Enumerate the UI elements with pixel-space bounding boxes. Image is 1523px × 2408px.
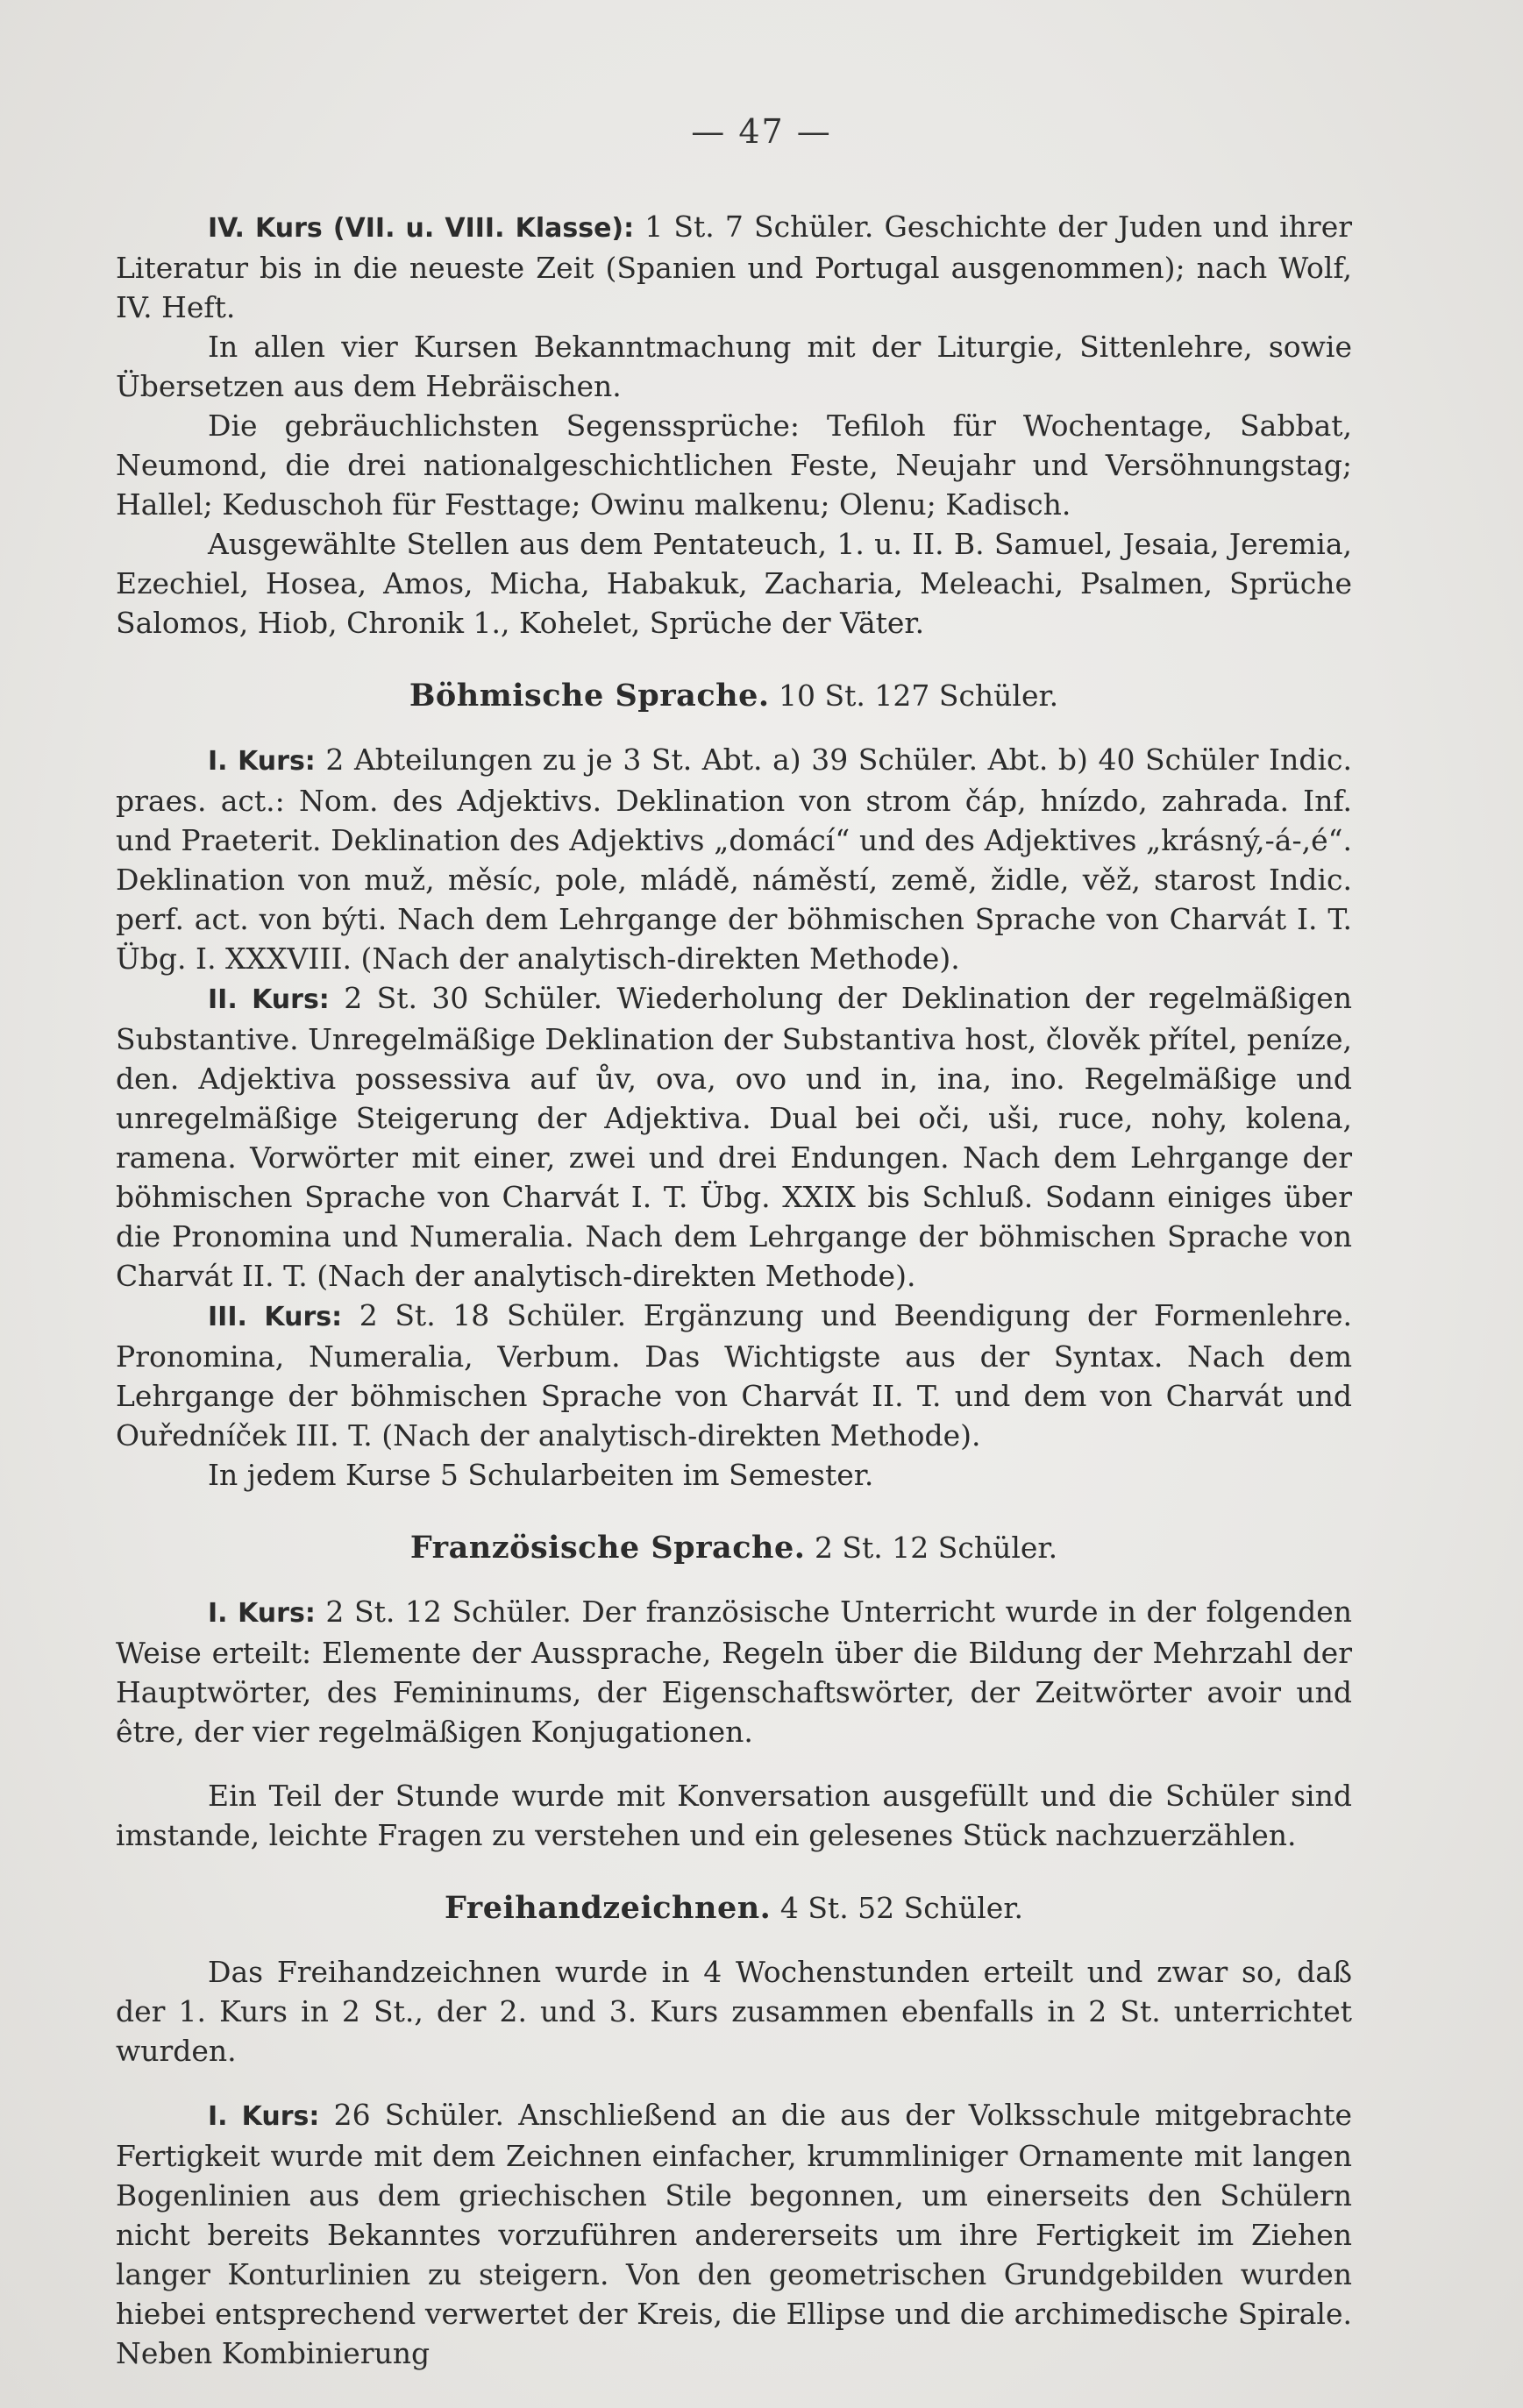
religion-liturgy-paragraph: In allen vier Kursen Bekanntmachung mit der Liturgie, Sittenlehre, sowie Übersetzen aus dem Hebräischen. [116,330,1352,403]
boehmisch-kurs3-paragraph [116,1296,1352,1455]
franzoesisch-kurs1-label: I. Kurs: [208,1598,316,1629]
boehmisch-kurs1-paragraph [116,740,1352,978]
boehmisch-kurs3-label: III. Kurs: [208,1302,343,1332]
franzoesisch-info: 2 St. 12 Schüler. [814,1531,1058,1565]
boehmisch-title: Böhmische Sprache. [409,678,770,714]
boehmisch-kurs2-text: 2 St. 30 Schüler. Wiederholung der Deklination der regelmäßigen Substantive. Unregelmäßige Deklination der Substantiva host, člověk přítel, peníze, den. Adjektiva possessiva auf ův, ova, ovo und in, ina, ino. Regelmäßige und unregelmäßige Steigerung der Adjektiva. Dual bei oči, uši, ruce, nohy, kolena, ramena. Vorwörter mit einer, zwei und drei Endungen. Nach dem Lehrgange der böhmischen Sprache von Charvát I. T. Übg. XXIX bis Schluß. Sodann einiges über die Pronomina und Numeralia. Nach dem Lehrgange der böhmischen Sprache von Charvát II. T. (Nach der analytisch-direkten Methode). [116,981,1352,1293]
religion-kurs4-paragraph [116,207,1352,327]
freihand-kurs1-label: I. Kurs: [208,2101,320,2132]
boehmisch-kurs2-paragraph [116,978,1352,1296]
franzoesisch-kurs1-paragraph [116,1592,1352,1751]
religion-blessings-paragraph: Die gebräuchlichsten Segenssprüche: Tefiloh für Wochentage, Sabbat, Neumond, die drei nationalgeschichtlichen Feste, Neujahr und Versöhnungstag; Hallel; Keduschoh für Festtage; Owinu malkenu; Olenu; Kadisch. [116,408,1352,522]
boehmisch-kurs1-label: I. Kurs: [208,746,316,777]
religion-kurs4-label: IV. Kurs (VII. u. VIII. Klasse): [208,213,635,244]
freihand-info: 4 St. 52 Schüler. [779,1891,1023,1925]
franzoesisch-heading [116,1528,1352,1567]
page-number: — 47 — [691,112,832,151]
boehmisch-note: In jedem Kurse 5 Schularbeiten im Semester. [208,1458,874,1492]
boehmisch-heading [116,676,1352,715]
franzoesisch-kurs1-text: 2 St. 12 Schüler. Der französische Unterricht wurde in der folgenden Weise erteilt: Elemente der Aussprache, Regeln über die Bildung der Mehrzahl der Hauptwörter, des Femininums, der Eigenschaftswörter, der Zeitwörter avoir und être, der vier regelmäßigen Konjugationen. [116,1595,1352,1749]
boehmisch-kurs1-text: 2 Abteilungen zu je 3 St. Abt. a) 39 Schüler. Abt. b) 40 Schüler Indic. praes. act.: Nom. des Adjektivs. Deklination von strom čáp, hnízdo, zahrada. Inf. und Praeterit. Deklination des Adjektivs „domácí“ und des Adjektives „krásný,-á-,é“. Deklination von muž, měsíc, pole, mládě, náměstí, země, židle, věž, starost Indic. perf. act. von býti. Nach dem Lehrgange der böhmischen Sprache von Charvát I. T. Übg. I. XXXVIII. (Nach der analytisch-direkten Methode). [116,742,1352,976]
boehmisch-kurs2-label: II. Kurs: [208,984,330,1015]
religion-kurs4-text: 1 St. 7 Schüler. Geschichte der Juden und ihrer Literatur bis in die neueste Zeit (Spanien und Portugal ausgenommen); nach Wolf, IV. Heft. [116,210,1352,324]
freihand-title: Freihandzeichnen. [445,1890,772,1926]
boehmisch-info: 10 St. 127 Schüler. [779,678,1059,713]
freihand-intro-paragraph: Das Freihandzeichnen wurde in 4 Wochenstunden erteilt und zwar so, daß der 1. Kurs in 2 St., der 2. und 3. Kurs zusammen ebenfalls in 2 St. unterrichtet wurden. [116,1955,1352,2068]
franzoesisch-conversation-paragraph: Ein Teil der Stunde wurde mit Konversation ausgefüllt und die Schüler sind imstande, leichte Fragen zu verstehen und ein gelesenes Stück nachzuerzählen. [116,1779,1352,1852]
religion-passages-paragraph: Ausgewählte Stellen aus dem Pentateuch, 1. u. II. B. Samuel, Jesaia, Jeremia, Ezechiel, Hosea, Amos, Micha, Habakuk, Zacharia, Meleachi, Psalmen, Sprüche Salomos, Hiob, Chronik 1., Kohelet, Sprüche der Väter. [116,527,1352,640]
boehmisch-kurs3-text: 2 St. 18 Schüler. Ergänzung und Beendigung der Formenlehre. Pronomina, Numeralia, Verbum. Das Wichtigste aus der Syntax. Nach dem Lehrgange der böhmischen Sprache von Charvát II. T. und dem von Charvát und Ouředníček III. T. (Nach der analytisch-direkten Methode). [116,1298,1353,1453]
franzoesisch-title: Französische Sprache. [409,1530,806,1566]
page-body [116,207,1352,2373]
freihand-heading [116,1888,1352,1928]
freihand-kurs1-text: 26 Schüler. Anschließend an die aus der Volksschule mitgebrachte Fertigkeit wurde mit dem Zeichnen einfacher, krummliniger Ornamente mit langen Bogenlinien aus dem griechischen Stile begonnen, um einerseits den Schülern nicht bereits Bekanntes vorzuführen andererseits um ihre Fertigkeit im Ziehen langer Konturlinien zu steigern. Von den geometrischen Grundgebilden wurden hiebei entsprechend verwertet der Kreis, die Ellipse und die archimedische Spirale. Neben Kombinierung [116,2098,1352,2370]
freihand-kurs1-paragraph [116,2095,1352,2373]
